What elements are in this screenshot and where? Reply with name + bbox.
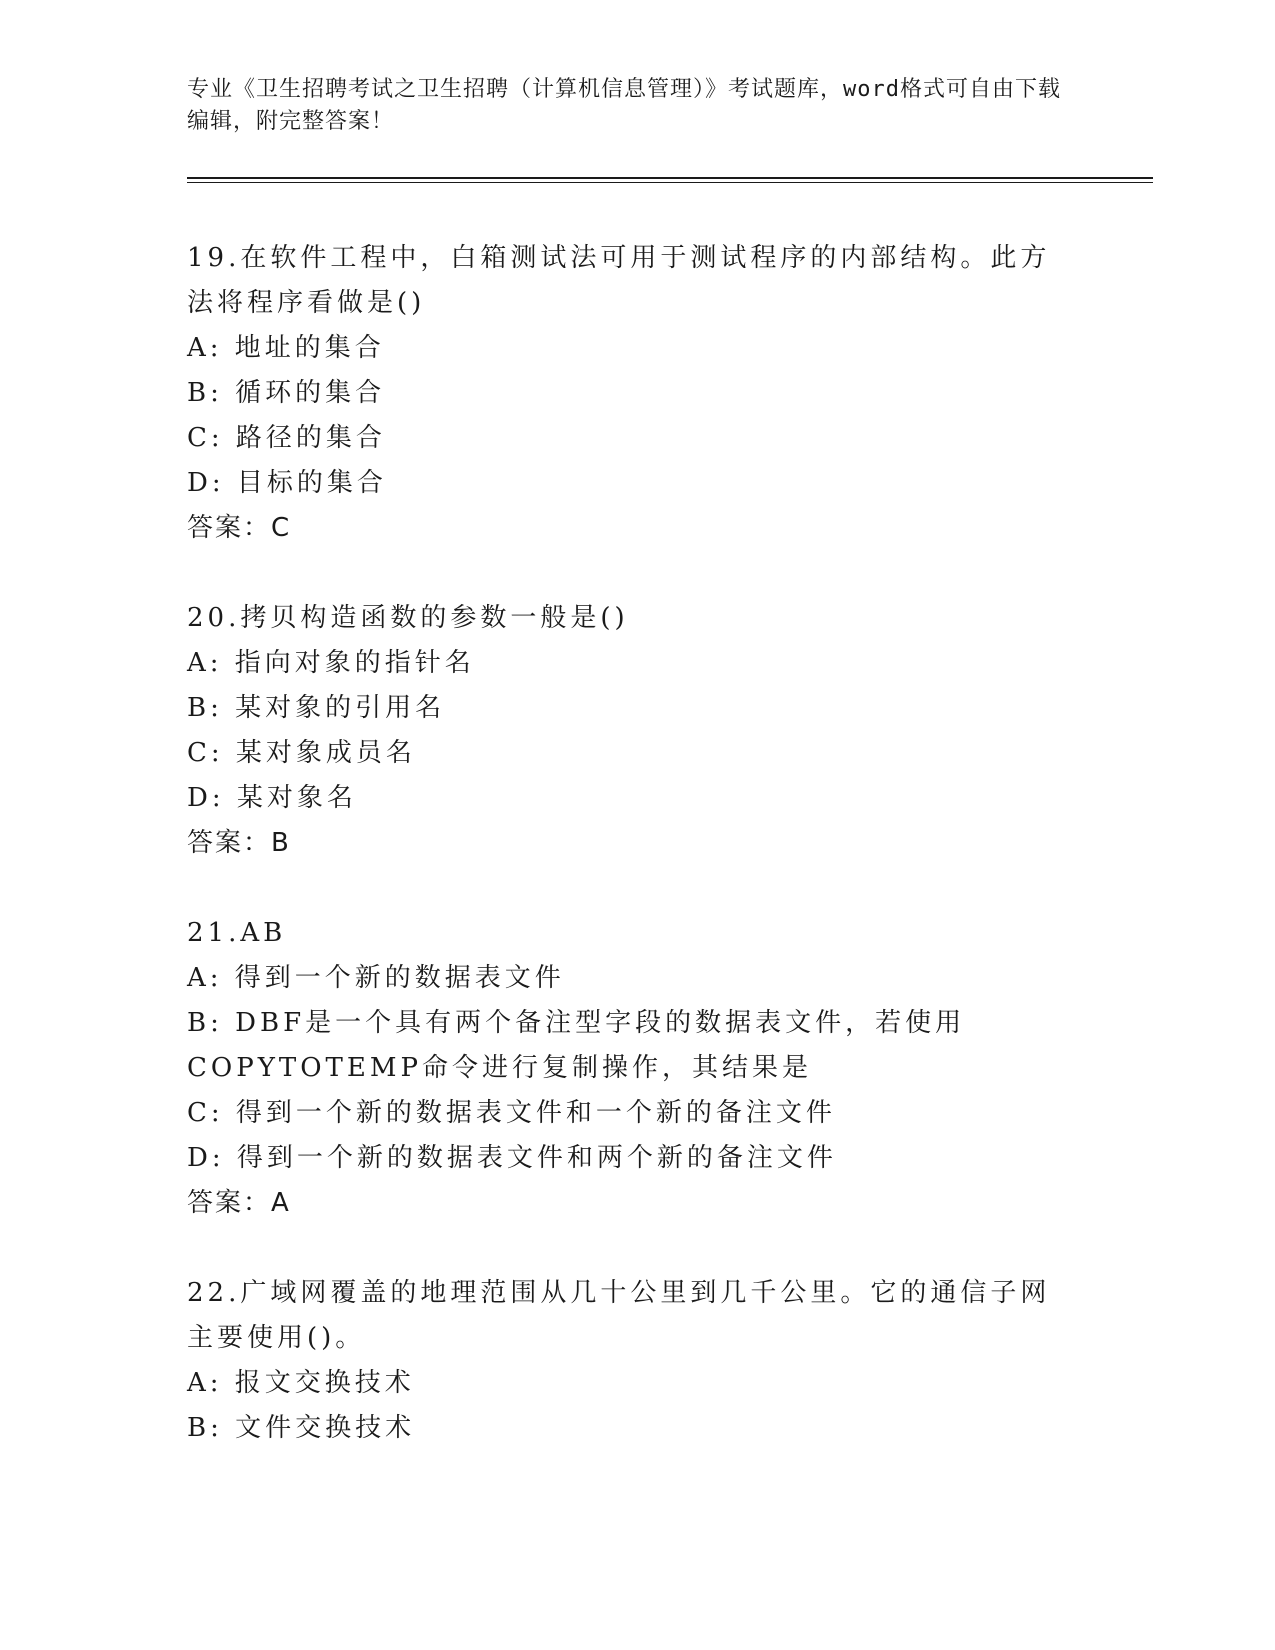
answer-line: 答案：A xyxy=(187,1188,291,1218)
question-spacer xyxy=(187,1226,1067,1271)
option-b: B: DBF是一个具有两个备注型字段的数据表文件，若使用COPYTOTEMP命令进行复制操作，其结果是 xyxy=(187,1008,966,1083)
question-21 xyxy=(187,911,1067,1271)
option-a: A: 指向对象的指针名 xyxy=(187,648,475,678)
document-header: 专业《卫生招聘考试之卫生招聘（计算机信息管理）》考试题库，word格式可自由下载编辑，附完整答案！ xyxy=(187,77,1061,134)
option-c: C: 路径的集合 xyxy=(187,423,386,453)
option-a: A: 地址的集合 xyxy=(187,333,385,363)
option-a: A: 报文交换技术 xyxy=(187,1368,415,1398)
header-divider xyxy=(187,177,1153,183)
answer-line: 答案：C xyxy=(187,513,292,543)
question-stem: 21.AB xyxy=(187,918,287,948)
question-stem: 22.广域网覆盖的地理范围从几十公里到几千公里。它的通信子网主要使用()。 xyxy=(187,1278,1051,1353)
option-c: C: 得到一个新的数据表文件和一个新的备注文件 xyxy=(187,1098,836,1128)
question-spacer xyxy=(187,551,1067,596)
question-20 xyxy=(187,596,1067,911)
question-19 xyxy=(187,236,1067,596)
option-c: C: 某对象成员名 xyxy=(187,738,416,768)
option-b: B: 循环的集合 xyxy=(187,378,386,408)
option-b: B: 某对象的引用名 xyxy=(187,693,446,723)
question-spacer xyxy=(187,866,1067,911)
option-d: D: 得到一个新的数据表文件和两个新的备注文件 xyxy=(187,1143,837,1173)
option-d: D: 某对象名 xyxy=(187,783,357,813)
question-stem: 19.在软件工程中，白箱测试法可用于测试程序的内部结构。此方法将程序看做是() xyxy=(187,243,1051,318)
answer-line: 答案：B xyxy=(187,828,291,858)
option-a: A: 得到一个新的数据表文件 xyxy=(187,963,565,993)
option-d: D: 目标的集合 xyxy=(187,468,387,498)
question-list xyxy=(187,236,1067,1451)
question-stem: 20.拷贝构造函数的参数一般是() xyxy=(187,603,629,633)
question-22 xyxy=(187,1271,1067,1451)
option-b: B: 文件交换技术 xyxy=(187,1413,416,1443)
